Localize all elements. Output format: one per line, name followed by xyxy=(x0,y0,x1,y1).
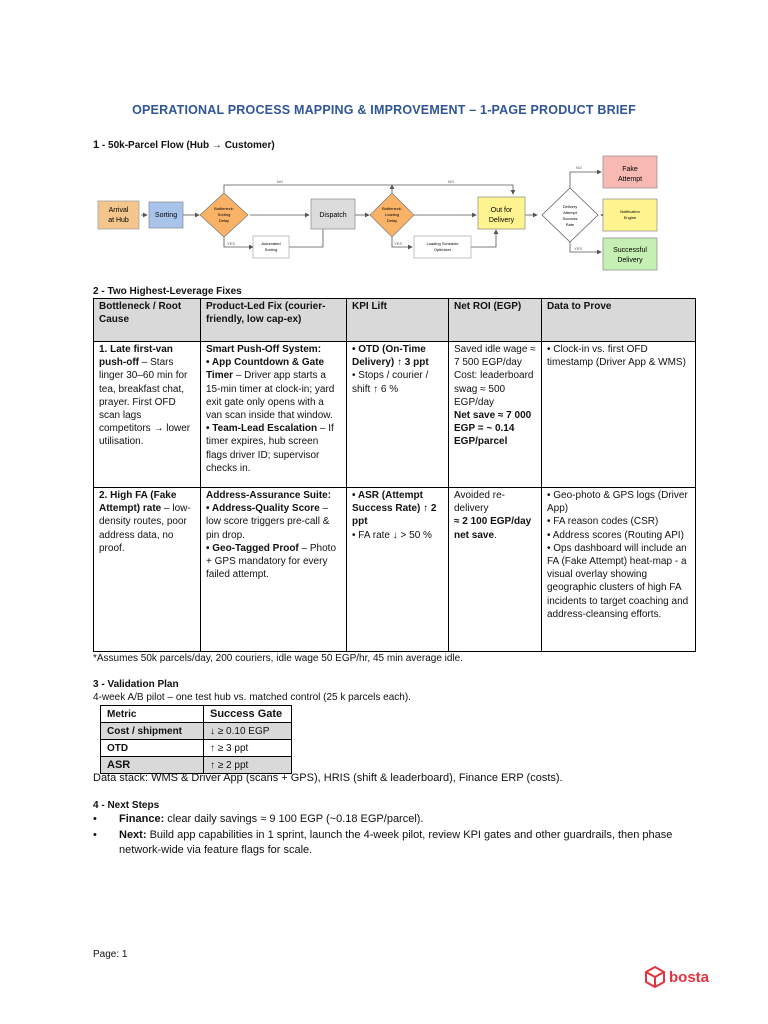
svg-text:Dispatch: Dispatch xyxy=(319,212,347,219)
svg-text:Loading: Loading xyxy=(384,212,400,217)
fake-attempt-node xyxy=(603,156,657,188)
svg-text:Optimizer: Optimizer xyxy=(433,247,452,252)
bottleneck-loading-delay-node xyxy=(370,193,414,237)
svg-text:Automated: Automated xyxy=(261,241,281,246)
section-1-heading: 1 - 50k-Parcel Flow (Hub → Customer) xyxy=(93,139,275,151)
svg-text:Rate: Rate xyxy=(565,222,575,227)
automated-sorting-node xyxy=(253,236,289,258)
table-header: Product-Led Fix (courier-friendly, low cap-ex) xyxy=(201,299,347,342)
list-item: • Next: Build app capabilities in 1 sprint, launch the 4-week pilot, review KPI gates and other guardrails, then phase network-wide via feature flags for scale. xyxy=(93,829,673,856)
assumption-note: *Assumes 50k parcels/day, 200 couriers, idle wage 50 EGP/hr, 45 min average idle. xyxy=(93,653,464,664)
svg-text:Attempt: Attempt xyxy=(617,176,643,183)
dispatch-node xyxy=(311,199,355,229)
parcel-flow-diagram xyxy=(93,152,693,276)
no-label: NO xyxy=(576,165,582,170)
table-row: ASR ↑ ≥ 2 ppt xyxy=(101,757,292,774)
svg-text:Notification: Notification xyxy=(620,209,640,214)
table-row: 2. High FA (Fake Attempt) rate – low-density routes, poor address data, no proof. Address-Assurance Suite: • Address-Quality Score – low score triggers pre-call & pin drop. • Geo-Tagged Proof – Photo + GPS mandatory for every failed attempt. • ASR (Attempt Success Rate) ↑ 2 ppt • FA rate ↓ > 50 % Avoided re-delivery ≈ 2 100 EGP/day net save. • Geo-photo & GPS logs (Driver App) • FA reason codes (CSR) • Address scores (Routing API) • Ops dashboard will include an FA (Fake Attempt) heat-map - a visual overlay showing geographic clusters of high FA incidents to target coaching and address-cleansing efforts. xyxy=(94,488,696,652)
notification-engine-node xyxy=(603,199,657,231)
no-label: NO xyxy=(448,179,454,184)
data-stack-text: Data stack: WMS & Driver App (scans + GPS), HRIS (shift & leaderboard), Finance ERP (costs). xyxy=(93,772,563,784)
table-header: Data to Prove xyxy=(542,299,696,342)
bullet-icon: • xyxy=(93,813,97,825)
svg-text:Successful: Successful xyxy=(613,247,647,254)
loading-schedule-optimizer-node xyxy=(414,236,471,258)
no-label: NO xyxy=(277,179,283,184)
svg-text:Out for: Out for xyxy=(490,207,513,214)
page-number: Page: 1 xyxy=(93,949,128,960)
svg-text:Delay: Delay xyxy=(386,218,398,223)
yes-label: YES xyxy=(227,241,236,246)
svg-text:Fake: Fake xyxy=(622,166,638,173)
bosta-logo xyxy=(645,966,727,988)
section-4-heading: 4 - Next Steps xyxy=(93,800,160,811)
svg-text:Delivery: Delivery xyxy=(617,257,643,264)
yes-label: YES xyxy=(394,241,403,246)
delivery-attempt-success-rate-node xyxy=(542,188,598,242)
next-steps-list xyxy=(93,812,693,859)
table-header: Bottleneck / Root Cause xyxy=(94,299,201,342)
svg-text:Engine: Engine xyxy=(623,215,637,220)
svg-text:Attempt: Attempt xyxy=(563,210,577,215)
brand-text: bosta xyxy=(669,969,710,986)
svg-text:Delivery: Delivery xyxy=(488,217,515,224)
bosta-logo-icon xyxy=(646,967,664,987)
bottleneck-sorting-delay-node xyxy=(200,193,248,237)
svg-text:Sorting: Sorting xyxy=(217,212,231,217)
yes-label: YES xyxy=(574,246,583,251)
table-header: KPI Lift xyxy=(347,299,449,342)
svg-text:Sorting: Sorting xyxy=(264,247,278,252)
svg-text:at Hub: at Hub xyxy=(108,217,129,224)
svg-text:Bottleneck:: Bottleneck: xyxy=(214,206,234,211)
section-3-heading: 3 - Validation Plan xyxy=(93,679,179,690)
arrival-at-hub-node xyxy=(98,201,139,229)
svg-text:Sorting: Sorting xyxy=(154,212,178,219)
sorting-node xyxy=(149,202,183,228)
bullet-icon: • xyxy=(93,829,97,841)
validation-description: 4-week A/B pilot – one test hub vs. matched control (25 k parcels each). xyxy=(93,692,411,703)
table-row: OTD ↑ ≥ 3 ppt xyxy=(101,740,292,757)
svg-text:Arrival: Arrival xyxy=(108,207,129,214)
section-2-heading: 2 - Two Highest-Leverage Fixes xyxy=(93,286,242,297)
table-header: Net ROI (EGP) xyxy=(449,299,542,342)
page-title: OPERATIONAL PROCESS MAPPING & IMPROVEMENT – 1-PAGE PRODUCT BRIEF xyxy=(132,103,636,117)
svg-text:Success: Success xyxy=(562,216,578,221)
validation-table: Metric Success Gate Cost / shipment ↓ ≥ 0.10 EGP OTD ↑ ≥ 3 ppt ASR ↑ ≥ 2 ppt xyxy=(100,705,292,774)
svg-text:Loading Schedule: Loading Schedule xyxy=(426,241,459,246)
list-item: • Finance: clear daily savings ≈ 9 100 EGP (~0.18 EGP/parcel). xyxy=(93,813,424,825)
svg-text:Bottleneck:: Bottleneck: xyxy=(382,206,402,211)
svg-text:Delivery: Delivery xyxy=(562,204,578,209)
svg-text:Delay: Delay xyxy=(218,218,230,223)
table-row: 1. Late first-van push-off – Stars linger 30–60 min for tea, breakfast chat, prayer. First OFD scan lags competitors → lower utilisation. Smart Push-Off System: • App Countdown & Gate Timer – Driver app starts a 15-min timer at clock-in; yard exit gate only opens with a van scan inside that window. • Team-Lead Escalation – If timer expires, hub screen flags driver ID; supervisor checks in. • OTD (On-Time Delivery) ↑ 3 ppt • Stops / courier / shift ↑ 6 % Saved idle wage ≈ 7 500 EGP/day Cost: leaderboard swag ≈ 500 EGP/day Net save ≈ 7 000 EGP = ~ 0.14 EGP/parcel • Clock-in vs. first OFD timestamp (Driver App & WMS) xyxy=(94,342,696,488)
table-row: Cost / shipment ↓ ≥ 0.10 EGP xyxy=(101,723,292,740)
out-for-delivery-node xyxy=(478,197,525,229)
successful-delivery-node xyxy=(603,238,657,270)
fixes-table xyxy=(93,298,696,652)
